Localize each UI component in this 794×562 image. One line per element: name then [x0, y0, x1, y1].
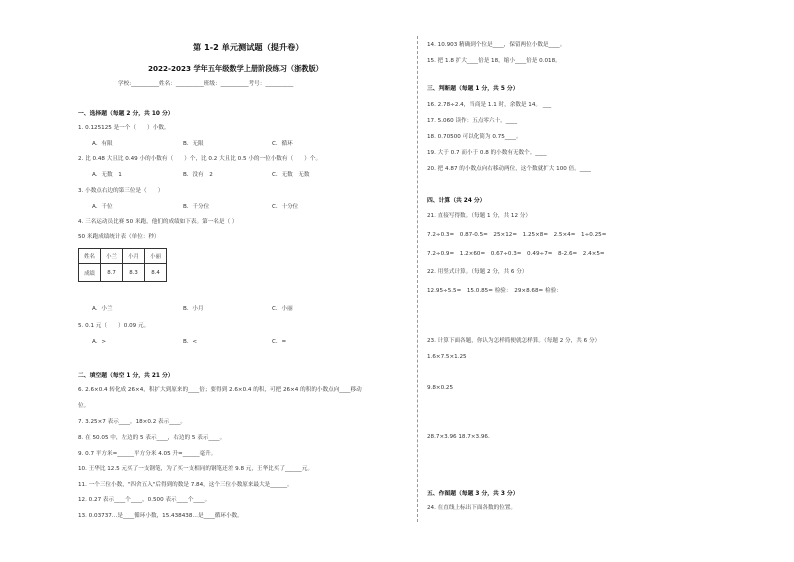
question-15: 15. 把 1.8 扩大____倍是 18，缩小____倍是 0.018。: [427, 58, 561, 64]
question-24: 24. 在直线上标出下面各数的位置。: [427, 505, 516, 511]
q5-option-a: A．>: [92, 339, 107, 345]
question-10: 10. 王华比 12.5 元买了一支钢笔，为了买一支相同的钢笔还差 9.8 元，王华比买了______元。: [78, 466, 313, 472]
question-2: 2. 比 0.48 大且比 0.49 小的小数有（ ）个，比 0.2 大且比 0.5 小的一位小数有（ ）个。: [78, 156, 322, 162]
q23-item-c: 28.7×3.96 18.7×3.96.: [427, 434, 490, 440]
question-3: 3. 小数点右边的第三位是（ ）: [78, 188, 164, 194]
question-12: 12. 0.27 表示____个____，0.500 表示____个____。: [78, 497, 211, 503]
q1-option-b: B．无限: [183, 141, 204, 147]
q5-option-c: C．=: [272, 339, 287, 345]
table-cell: 小兰: [101, 249, 123, 264]
q23-item-a: 1.6×7.5×1.25: [427, 354, 467, 360]
question-9: 9. 0.7 平方米=______平方分米 4.05 升=______毫升。: [78, 451, 217, 457]
question-7: 7. 3.25×7 表示____，18×0.2 表示____。: [78, 419, 187, 425]
section-draw-heading: 五、作图题（每题 3 分，共 3 分）: [427, 491, 519, 497]
q23-item-b: 9.8×0.25: [427, 385, 454, 391]
question-21: 21. 直接写得数。（每题 1 分，共 12 分）: [427, 213, 531, 219]
question-1: 1. 0.125125 是一个（ ）小数。: [78, 125, 170, 131]
table-cell: 8.7: [101, 264, 123, 282]
question-6: 6. 2.6×0.4 转化成 26×4，积扩大到原来的____倍；要得到 2.6×0.4 的积，可把 26×4 的积的小数点向____移动: [78, 387, 362, 393]
section-choice-heading: 一、选择题（每题 2 分，共 10 分）: [78, 111, 174, 117]
table-cell: 成绩: [79, 264, 101, 282]
column-divider: [417, 36, 418, 522]
page-subtitle: 2022-2023 学年五年级数学上册阶段练习（浙教版）: [148, 64, 323, 73]
q1-option-a: A．有限: [92, 141, 113, 147]
q4-option-b: B．小月: [183, 306, 204, 312]
q2-option-b: B．没有 2: [183, 172, 213, 178]
q5-option-b: B．<: [183, 339, 198, 345]
section-fill-heading: 二、填空题（每空 1 分，共 21 分）: [78, 373, 174, 379]
question-14: 14. 10.903 精确到个位是____，保留两位小数是____。: [427, 42, 566, 48]
question-19: 19. 大于 0.7 而小于 0.8 的小数有无数个。____: [427, 150, 547, 156]
q4-score-table: [78, 248, 167, 282]
question-11: 11. 一个三位小数，"四舍五入"后得到的数是 7.84，这个三位小数原来最大是______。: [78, 482, 293, 488]
question-20: 20. 把 4.87 的小数点向右移动两位，这个数就扩大 100 倍。____: [427, 166, 591, 172]
question-16: 16. 2.78÷2.4，当商是 1.1 时，余数是 14。 ___: [427, 102, 552, 108]
question-13: 13. 0.03737…是____循环小数，15.438438…是____循环小数。: [78, 513, 243, 519]
q2-option-a: A．无数 1: [92, 172, 122, 178]
q4-table-caption: 50 米跑成绩统计表（单位：秒）: [78, 234, 160, 240]
q2-option-c: C．无数 无数: [272, 172, 310, 178]
q21-row-2: 7.2÷0.9= 1.2×60= 0.67÷0.3= 0.49÷7= 8-2.6= 2.4×5=: [427, 251, 605, 257]
q4-option-a: A．小兰: [92, 306, 113, 312]
q1-option-c: C．循环: [272, 141, 293, 147]
q3-option-c: C．十分位: [272, 204, 299, 210]
question-5: 5. 0.1 元（ ）0.09 元。: [78, 323, 150, 329]
section-calc-heading: 四、计算（共 24 分）: [427, 198, 486, 204]
question-18: 18. 0.70500 可以化简为 0.75____。: [427, 134, 522, 140]
student-info-line: 学校:__________姓名：__________班级：__________考号：__________: [118, 81, 294, 87]
question-6-continued: 位。: [78, 403, 90, 409]
table-cell: 小丽: [145, 249, 167, 264]
table-cell: 姓名: [79, 249, 101, 264]
section-judge-heading: 三、判断题（每题 1 分，共 5 分）: [427, 86, 519, 92]
q3-option-b: B．千分位: [183, 204, 210, 210]
page-title: 第 1-2 单元测试题（提升卷）: [193, 42, 304, 52]
question-8: 8. 在 50.05 中，左边的 5 表示____，右边的 5 表示____。: [78, 435, 226, 441]
q4-option-c: C．小丽: [272, 306, 293, 312]
question-23: 23. 计算下面各题，你认为怎样简便就怎样算。（每题 2 分，共 6 分）: [427, 338, 601, 344]
table-cell: 小月: [123, 249, 145, 264]
table-cell: 8.4: [145, 264, 167, 282]
question-4: 4. 三名运动员比赛 50 米跑，他们的成绩如下表。第一名是（ ）: [78, 219, 238, 225]
table-cell: 8.3: [123, 264, 145, 282]
q21-row-1: 7.2÷0.3= 0.87-0.5= 25×12= 1.25×8= 2.5×4= 1÷0.25=: [427, 232, 607, 238]
question-22: 22. 用竖式计算。（每题 2 分，共 6 分）: [427, 269, 528, 275]
q22-row: 12.95÷5.5= 15.0.85= 检验： 29×8.68= 检验：: [427, 288, 562, 294]
question-17: 17. 5.060 读作：五点零六十。____: [427, 118, 517, 124]
q3-option-a: A．千位: [92, 204, 113, 210]
